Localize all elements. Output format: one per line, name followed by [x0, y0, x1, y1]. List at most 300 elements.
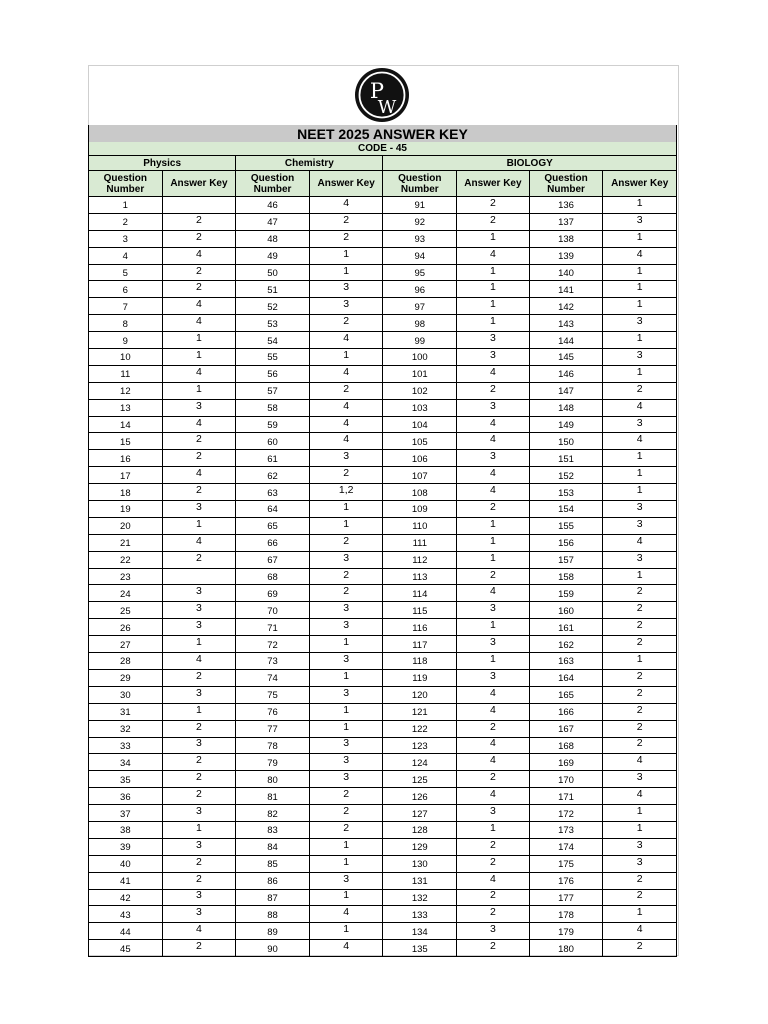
question-number: 157 [558, 555, 574, 567]
question-number: 138 [558, 234, 574, 246]
answer-value: 2 [343, 788, 350, 801]
question-number-cell [236, 264, 310, 281]
answer-value: 4 [490, 484, 496, 497]
answer-value: 2 [490, 382, 496, 395]
question-number: 176 [558, 876, 574, 888]
answer-cell [603, 821, 677, 838]
answer-value: 3 [636, 348, 643, 361]
answer-value: 1 [636, 821, 643, 834]
question-number: 144 [558, 335, 574, 347]
answer-value: 2 [490, 771, 496, 784]
question-number-cell [89, 247, 163, 264]
subject-biology: BIOLOGY [383, 156, 677, 171]
answer-value: 3 [343, 281, 350, 294]
answer-cell [457, 365, 530, 382]
answer-value: 1 [343, 838, 350, 851]
answer-cell [162, 315, 236, 332]
answer-value: 1 [636, 805, 643, 817]
question-number-cell [236, 315, 310, 332]
question-number-cell [236, 501, 310, 518]
answer-value: 2 [636, 889, 643, 902]
answer-cell [309, 669, 383, 686]
question-number: 7 [122, 301, 128, 313]
answer-cell [457, 636, 530, 653]
logo-letter-w: W [377, 97, 397, 118]
question-number-cell [529, 805, 603, 822]
answer-cell [603, 619, 677, 636]
answer-cell [309, 602, 383, 619]
question-number-cell [236, 298, 310, 315]
question-number-cell [89, 450, 163, 467]
table-row [89, 585, 677, 602]
answer-cell [603, 197, 677, 214]
question-number-cell [383, 838, 457, 855]
answer-cell [162, 889, 236, 906]
question-number-cell [236, 754, 310, 771]
answer-value: 1 [490, 551, 496, 564]
question-number-cell [89, 686, 163, 703]
answer-cell [457, 551, 530, 568]
answer-cell [603, 568, 677, 585]
answer-cell [309, 805, 383, 822]
answer-value: 2 [196, 213, 202, 226]
answer-cell [309, 855, 383, 872]
question-number: 134 [411, 926, 428, 938]
question-number: 133 [411, 909, 428, 921]
answer-cell [162, 433, 236, 450]
answer-value: 3 [196, 906, 202, 919]
answer-cell [603, 298, 677, 315]
answer-cell [309, 872, 383, 889]
question-number: 12 [120, 386, 131, 398]
question-number: 62 [267, 470, 278, 482]
answer-cell [457, 889, 530, 906]
answer-cell [162, 416, 236, 433]
answer-cell [457, 788, 530, 805]
answer-cell [309, 788, 383, 805]
question-number-cell [236, 484, 310, 501]
question-number-cell [383, 602, 457, 619]
table-row [89, 686, 677, 703]
answer-value: 1 [196, 703, 202, 716]
question-number: 76 [267, 707, 278, 719]
question-number: 121 [411, 707, 428, 719]
answer-cell [457, 332, 530, 349]
answer-value: 3 [636, 213, 643, 226]
question-number: 85 [267, 859, 278, 871]
question-number-cell [236, 619, 310, 636]
answer-cell [309, 450, 383, 467]
answer-cell [603, 754, 677, 771]
question-number: 26 [120, 622, 131, 634]
question-number: 120 [411, 690, 428, 702]
answer-value: 3 [636, 551, 643, 564]
answer-value: 4 [196, 416, 202, 429]
answer-value: 1 [636, 196, 643, 209]
question-number-cell [89, 382, 163, 399]
answer-cell [603, 805, 677, 822]
answer-value: 2 [196, 551, 202, 564]
answer-cell [309, 686, 383, 703]
answer-cell [162, 484, 236, 501]
col-header-answer-key: Answer Key [309, 171, 383, 197]
answer-value: 4 [343, 399, 350, 412]
answer-cell [309, 720, 383, 737]
question-number-cell [89, 416, 163, 433]
answer-cell [603, 771, 677, 788]
question-number-cell [89, 501, 163, 518]
answer-cell [309, 247, 383, 264]
table-row [89, 484, 677, 501]
question-number: 41 [120, 876, 131, 888]
answer-value: 2 [196, 264, 202, 277]
table-row [89, 467, 677, 484]
answer-cell [309, 838, 383, 855]
question-number: 44 [120, 926, 131, 938]
question-number-cell [529, 298, 603, 315]
question-number: 126 [411, 791, 428, 803]
answer-value: 4 [196, 247, 202, 260]
question-number-cell [529, 788, 603, 805]
question-number-cell [236, 653, 310, 670]
table-row [89, 416, 677, 433]
answer-value: 4 [196, 652, 202, 665]
answer-value: 4 [490, 247, 496, 260]
answer-cell [309, 940, 383, 957]
answer-value: 1 [636, 298, 643, 311]
answer-cell [603, 247, 677, 264]
answer-cell [603, 602, 677, 619]
answer-cell [603, 365, 677, 382]
answer-cell [457, 653, 530, 670]
question-number: 78 [267, 740, 278, 752]
answer-cell [162, 636, 236, 653]
question-number: 177 [558, 892, 574, 904]
question-number: 8 [122, 318, 128, 330]
table-row [89, 653, 677, 670]
answer-cell [457, 416, 530, 433]
question-number: 149 [558, 420, 574, 432]
answer-cell [162, 838, 236, 855]
answer-cell [457, 534, 530, 551]
answer-cell [309, 568, 383, 585]
answer-value: 1 [343, 889, 350, 902]
answer-cell [457, 382, 530, 399]
answer-cell [457, 467, 530, 484]
question-number: 180 [558, 943, 574, 955]
answer-value: 4 [343, 416, 350, 429]
question-number-cell [383, 653, 457, 670]
question-number: 115 [412, 605, 428, 617]
answer-cell [162, 855, 236, 872]
answer-value: 1 [343, 923, 350, 936]
question-number-cell [529, 484, 603, 501]
table-row [89, 433, 677, 450]
answer-value: 1 [196, 636, 202, 649]
answer-value: 3 [636, 517, 643, 530]
question-number-cell [236, 213, 310, 230]
answer-cell [162, 669, 236, 686]
question-number: 9 [122, 335, 128, 347]
question-number-cell [236, 281, 310, 298]
answer-value: 3 [490, 348, 496, 361]
question-number: 6 [122, 284, 128, 296]
question-number-cell [383, 230, 457, 247]
answer-value: 2 [636, 737, 643, 750]
answer-cell [162, 332, 236, 349]
answer-value: 1 [490, 230, 496, 243]
answer-cell [603, 349, 677, 366]
answer-value: 2 [490, 720, 496, 733]
table-row [89, 669, 677, 686]
answer-cell [603, 703, 677, 720]
answer-cell [457, 281, 530, 298]
answer-value: 4 [490, 703, 496, 716]
table-row [89, 264, 677, 281]
answer-cell [309, 315, 383, 332]
answer-value: 3 [343, 737, 350, 750]
question-number-cell [383, 281, 457, 298]
question-number-cell [89, 653, 163, 670]
answer-value: 1 [343, 348, 350, 361]
answer-cell [162, 686, 236, 703]
answer-value: 1 [490, 315, 496, 328]
answer-cell [162, 230, 236, 247]
question-number: 112 [412, 555, 428, 567]
answer-cell [457, 213, 530, 230]
answer-cell [309, 636, 383, 653]
answer-value: 2 [196, 433, 202, 446]
answer-cell [162, 534, 236, 551]
question-number: 152 [558, 470, 574, 482]
question-number-cell [383, 720, 457, 737]
question-number: 11 [120, 369, 131, 381]
table-row [89, 450, 677, 467]
question-number-cell [529, 230, 603, 247]
col-header-answer-key: Answer Key [162, 171, 236, 197]
answer-value: 4 [196, 534, 202, 547]
table-row [89, 298, 677, 315]
answer-cell [457, 585, 530, 602]
question-number-cell [529, 450, 603, 467]
answer-cell [457, 298, 530, 315]
answer-cell [603, 720, 677, 737]
question-number-cell [89, 433, 163, 450]
answer-cell [457, 855, 530, 872]
question-number: 94 [414, 251, 426, 263]
answer-cell [457, 501, 530, 518]
question-number-cell [89, 906, 163, 923]
answer-cell [162, 568, 236, 585]
answer-cell [457, 568, 530, 585]
question-number-cell [236, 838, 310, 855]
answer-cell [162, 872, 236, 889]
question-number: 56 [267, 369, 278, 381]
question-number-cell [89, 585, 163, 602]
question-number: 22 [120, 555, 131, 567]
question-number-cell [383, 585, 457, 602]
answer-value: 2 [196, 484, 202, 497]
question-number: 80 [267, 774, 278, 786]
table-row [89, 399, 677, 416]
question-number-cell [236, 771, 310, 788]
question-number-cell [236, 349, 310, 366]
answer-cell [603, 737, 677, 754]
question-number-cell [529, 940, 603, 957]
answer-value: 2 [636, 720, 643, 733]
answer-cell [603, 281, 677, 298]
question-number-cell [236, 602, 310, 619]
answer-value: 4 [343, 332, 350, 345]
answer-value: 3 [196, 500, 202, 513]
question-number: 34 [120, 757, 131, 769]
answer-cell [309, 821, 383, 838]
question-number: 17 [120, 470, 131, 482]
question-number: 31 [120, 707, 131, 719]
question-number-cell [383, 365, 457, 382]
question-number-cell [529, 737, 603, 754]
question-number: 102 [411, 386, 428, 398]
answer-value: 1 [490, 264, 496, 277]
answer-value: 2 [196, 872, 202, 885]
answer-value: 2 [196, 940, 202, 953]
question-number-cell [236, 686, 310, 703]
question-number-cell [236, 940, 310, 957]
answer-cell [309, 754, 383, 771]
answer-value: 1 [196, 382, 202, 395]
question-number-cell [236, 534, 310, 551]
question-number: 158 [558, 572, 574, 584]
answer-value: 2 [196, 788, 202, 801]
question-number-cell [529, 501, 603, 518]
answer-value: 2 [636, 636, 643, 649]
question-number-cell [236, 669, 310, 686]
question-number-cell [236, 399, 310, 416]
question-number: 38 [120, 825, 131, 837]
question-number: 137 [558, 217, 574, 229]
answer-cell [309, 264, 383, 281]
answer-value: 3 [196, 838, 202, 851]
answer-cell [162, 619, 236, 636]
col-header-question-number: Question Number [236, 171, 310, 197]
answer-cell [457, 602, 530, 619]
question-number: 73 [267, 656, 278, 668]
answer-value: 2 [343, 534, 350, 547]
answer-value: 1 [490, 298, 496, 311]
answer-value: 1 [343, 500, 350, 513]
question-number: 53 [267, 318, 278, 330]
answer-value: 1 [196, 821, 202, 834]
answer-value: 3 [343, 652, 350, 665]
question-number: 118 [412, 656, 428, 668]
answer-cell [603, 213, 677, 230]
question-number: 93 [414, 234, 426, 246]
question-number-cell [529, 669, 603, 686]
question-number: 117 [412, 639, 428, 651]
answer-cell [603, 501, 677, 518]
question-number-cell [383, 686, 457, 703]
question-number-cell [89, 838, 163, 855]
question-number: 105 [411, 436, 428, 448]
question-number-cell [383, 517, 457, 534]
answer-cell [162, 247, 236, 264]
question-number-cell [236, 568, 310, 585]
answer-cell [603, 872, 677, 889]
col-header-answer-key: Answer Key [603, 171, 677, 197]
answer-value: 3 [636, 771, 643, 784]
answer-cell [457, 517, 530, 534]
answer-cell [457, 399, 530, 416]
question-number: 168 [558, 740, 574, 752]
answer-value: 4 [343, 906, 350, 919]
question-number: 130 [411, 859, 428, 871]
question-number: 143 [558, 318, 574, 330]
question-number: 15 [120, 436, 131, 448]
answer-value: 2 [196, 720, 202, 733]
question-number: 72 [267, 639, 278, 651]
answer-value: 3 [343, 619, 350, 632]
question-number: 151 [558, 453, 574, 465]
code-label: CODE - 45 [89, 142, 677, 156]
answer-cell [309, 349, 383, 366]
answer-cell [309, 382, 383, 399]
answer-value: 1 [490, 619, 496, 632]
question-number-cell [383, 703, 457, 720]
question-number-cell [529, 619, 603, 636]
answer-cell [457, 940, 530, 957]
question-number-cell [529, 754, 603, 771]
question-number: 16 [120, 453, 131, 465]
answer-value: 4 [490, 754, 496, 767]
question-number-cell [383, 332, 457, 349]
question-number: 47 [267, 217, 278, 229]
question-number: 64 [267, 504, 278, 516]
answer-cell [162, 720, 236, 737]
answer-value: 1 [343, 720, 350, 733]
question-number-cell [383, 551, 457, 568]
question-number: 13 [120, 403, 131, 415]
question-number: 160 [558, 605, 574, 617]
question-number-cell [383, 805, 457, 822]
question-number-cell [383, 568, 457, 585]
question-number: 68 [267, 572, 278, 584]
question-number-cell [383, 484, 457, 501]
question-number: 99 [414, 335, 426, 347]
answer-value: 4 [196, 467, 202, 480]
question-number-cell [236, 365, 310, 382]
question-number-cell [529, 264, 603, 281]
answer-cell [603, 940, 677, 957]
question-number-cell [529, 872, 603, 889]
question-number-cell [383, 349, 457, 366]
answer-cell [457, 669, 530, 686]
question-number: 2 [122, 217, 128, 229]
question-number-cell [383, 771, 457, 788]
question-number: 59 [267, 420, 278, 432]
answer-value: 3 [636, 500, 643, 513]
question-number-cell [529, 517, 603, 534]
answer-cell [603, 889, 677, 906]
question-number: 107 [411, 470, 428, 482]
answer-cell [457, 754, 530, 771]
answer-value: 1 [343, 703, 350, 716]
answer-cell [162, 805, 236, 822]
question-number: 51 [267, 284, 278, 296]
table-row [89, 636, 677, 653]
answer-value: 3 [490, 332, 496, 345]
question-number-cell [529, 399, 603, 416]
answer-value: 4 [343, 196, 350, 209]
